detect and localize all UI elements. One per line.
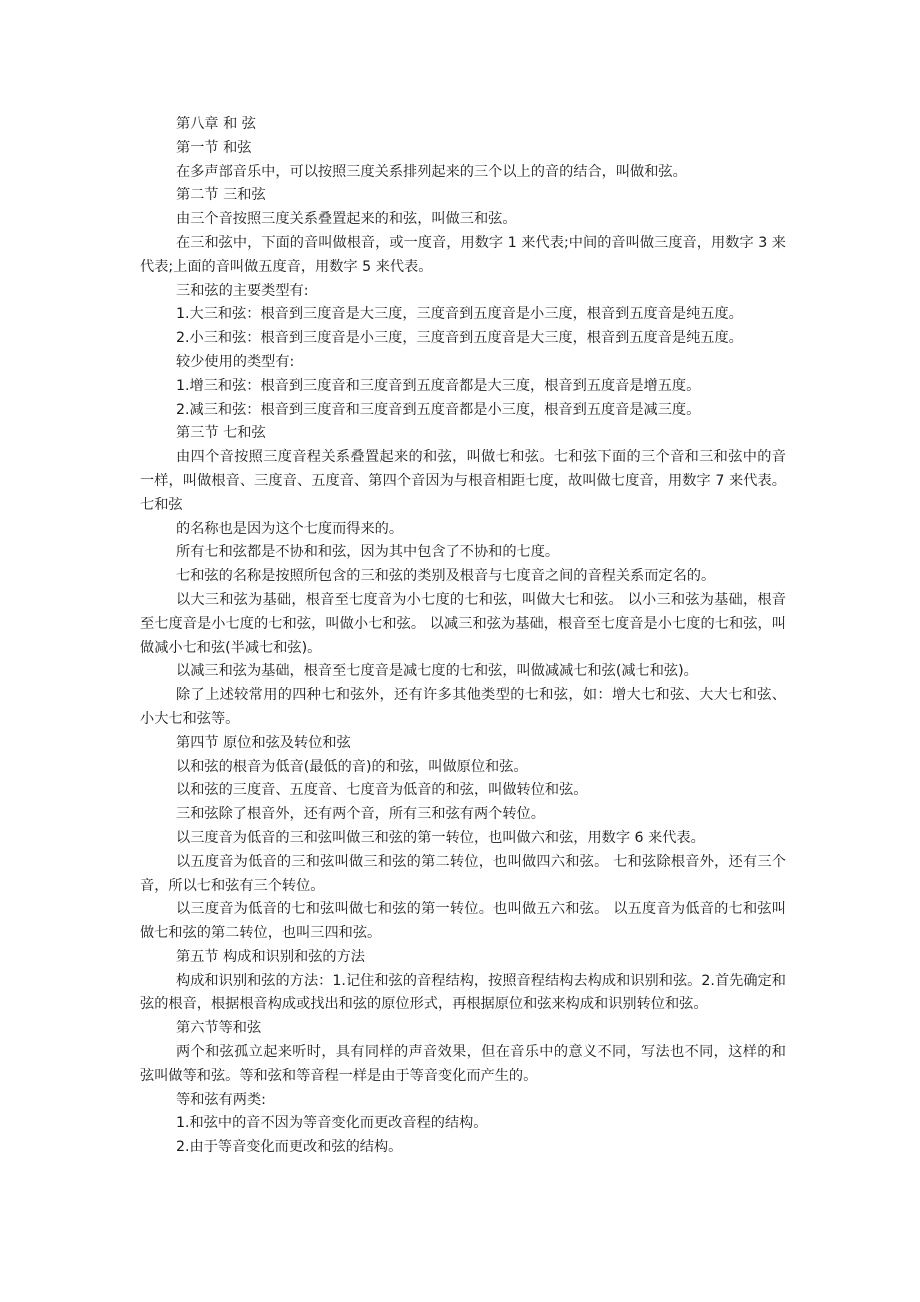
paragraph: 七和弦的名称是按照所包含的三和弦的类别及根音与七度音之间的音程关系而定名的。 [176,568,716,585]
paragraph: 在三和弦中，下面的音叫做根音，或一度音，用数字 1 来代表;中间的音叫做三度音，用数字 3 来代表;上面的音叫做五度音，用数字 5 来代表。 [140,234,786,275]
section-heading-6: 第六节等和弦 [176,1020,262,1037]
paragraph: 以三度音为低音的三和弦叫做三和弦的第一转位，也叫做六和弦，用数字 6 来代表。 [176,829,705,846]
paragraph: 较少使用的类型有: [176,353,295,370]
paragraph: 以和弦的三度音、五度音、七度音为低音的和弦，叫做转位和弦。 [176,782,588,799]
paragraph: 除了上述较常用的四种七和弦外，还有许多其他类型的七和弦，如：增大七和弦、大大七和弦、小大七和弦等。 [140,687,786,727]
paragraph: 所有七和弦都是不协和和弦，因为其中包含了不协和的七度。 [176,544,560,561]
list-item: 1.增三和弦：根音到三度音和三度音到五度音都是大三度，根音到五度音是增五度。 [176,377,701,394]
section-heading-2: 第二节 三和弦 [176,187,266,204]
list-item: 2.由于等音变化而更改和弦的结构。 [176,1139,403,1156]
list-item: 1.和弦中的音不因为等音变化而更改音程的结构。 [176,1115,488,1132]
paragraph: 由三个音按照三度关系叠置起来的和弦，叫做三和弦。 [176,211,517,228]
paragraph: 等和弦有两类: [176,1091,266,1108]
paragraph: 构成和识别和弦的方法：1.记住和弦的音程结构，按照音程结构去构成和识别和弦。2.首先确定和弦的根音，根据根音构成或找出和弦的原位形式，再根据原位和弦来构成和识别转位和弦。 [140,972,786,1013]
list-item: 2.减三和弦：根音到三度音和三度音到五度音都是小三度，根音到五度音是减三度。 [176,401,701,418]
chapter-title: 第八章 和 弦 [176,116,256,132]
paragraph: 在多声部音乐中，可以按照三度关系排列起来的三个以上的音的结合，叫做和弦。 [176,163,687,180]
document-page [140,113,786,1160]
paragraph: 三和弦除了根音外，还有两个音，所有三和弦有两个转位。 [176,806,545,823]
paragraph: 以五度音为低音的三和弦叫做三和弦的第二转位，也叫做四六和弦。 七和弦除根音外，还有三个音，所以七和弦有三个转位。 [140,853,786,894]
paragraph: 的名称也是因为这个七度而得来的。 [176,520,404,537]
paragraph: 两个和弦孤立起来听时，具有同样的声音效果，但在音乐中的意义不同，写法也不同，这样的和弦叫做等和弦。等和弦和等音程一样是由于等音变化而产生的。 [140,1044,786,1084]
section-heading-3: 第三节 七和弦 [176,425,266,442]
paragraph: 以三度音为低音的七和弦叫做七和弦的第一转位。也叫做五六和弦。 以五度音为低音的七和弦叫做七和弦的第二转位，也叫三四和弦。 [140,901,786,942]
list-item: 1.大三和弦：根音到三度音是大三度，三度音到五度音是小三度，根音到五度音是纯五度。 [176,306,743,323]
paragraph: 以大三和弦为基础，根音至七度音为小七度的七和弦，叫做大七和弦。 以小三和弦为基础，根音至七度音是小七度的七和弦，叫做小七和弦。 以减三和弦为基础，根音至七度音是小七度的七和弦，叫做减小七和弦(半减七和弦)。 [140,591,786,656]
list-item: 2.小三和弦：根音到三度音是小三度，三度音到五度音是大三度，根音到五度音是纯五度。 [176,330,743,347]
section-heading-4: 第四节 原位和弦及转位和弦 [176,734,351,751]
section-heading-5: 第五节 构成和识别和弦的方法 [176,948,365,965]
paragraph: 以减三和弦为基础，根音至七度音是减七度的七和弦，叫做减减七和弦(减七和弦)。 [176,663,698,680]
paragraph: 三和弦的主要类型有: [176,282,309,299]
paragraph: 由四个音按照三度音程关系叠置起来的和弦，叫做七和弦。七和弦下面的三个音和三和弦中的音一样，叫做根音、三度音、五度音、第四个音因为与根音相距七度，故叫做七度音，用数字 7 来代表。七和弦 [140,449,786,513]
section-heading-1: 第一节 和弦 [176,139,252,156]
paragraph: 以和弦的根音为低音(最低的音)的和弦，叫做原位和弦。 [176,758,528,775]
